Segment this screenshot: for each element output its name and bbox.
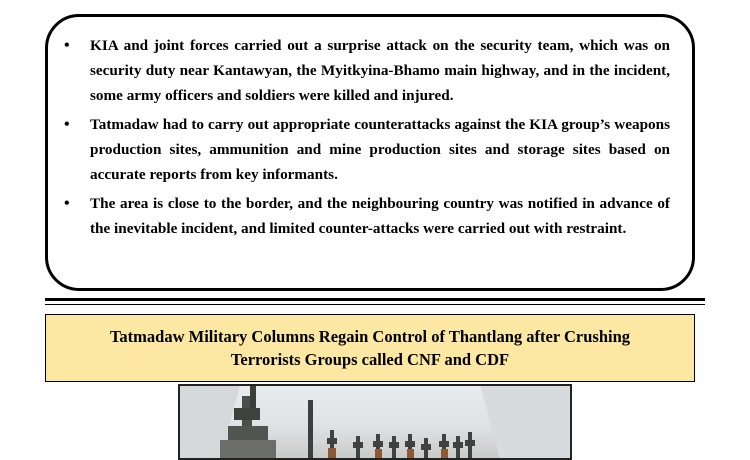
bullet-item-2: • Tatmadaw had to carry out appropriate counterattacks against the KIA group’s weapons production sites, ammunition and mine production sites and storage sites based on accurate reports from key informants. (62, 112, 670, 187)
section-divider-thick (45, 298, 705, 301)
section-divider-thin (45, 304, 705, 305)
weapons-illustration (180, 386, 570, 458)
headline-box (45, 314, 695, 382)
bullet-list (62, 33, 670, 241)
headline: Tatmadaw Military Columns Regain Control of Thantlang after Crushing Terrorists Groups called CNF and CDF (109, 327, 631, 369)
bullet-box (45, 14, 695, 291)
bullet-item-3: • The area is close to the border, and the neighbouring country was notified in advance of the inevitable incident, and limited counter-attacks were carried out with restraint. (62, 191, 670, 241)
bullet-item-1: • KIA and joint forces carried out a surprise attack on the security team, which was on security duty near Kantawyan, the Myitkyina-Bhamo main highway, and in the incident, some army officers and soldiers were killed and injured. (62, 33, 670, 108)
seized-weapons-photo (178, 384, 572, 460)
